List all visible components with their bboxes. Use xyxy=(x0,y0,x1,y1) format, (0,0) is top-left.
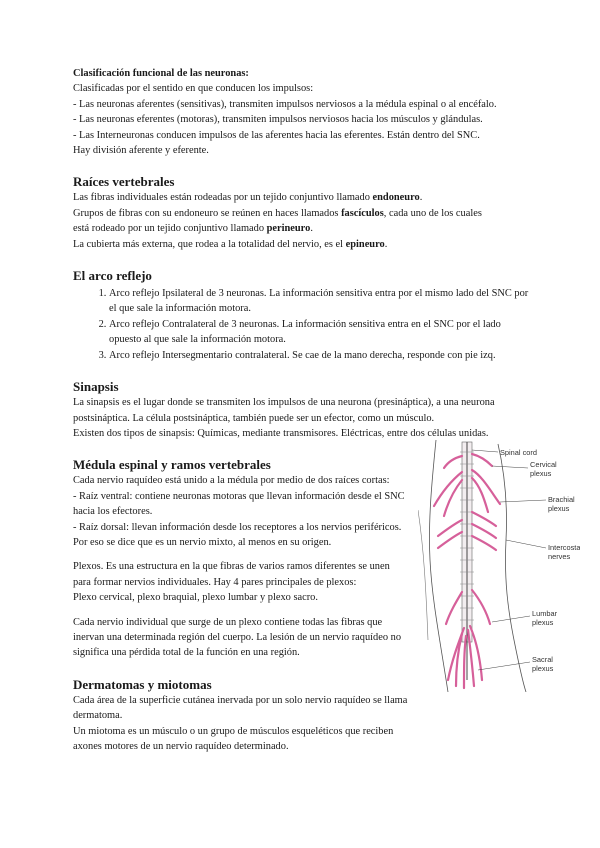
sinapsis-section xyxy=(73,378,533,441)
medula-line: Por eso se dice que es un nervio mixto, al menos en su origen. xyxy=(73,536,332,548)
dermatomas-section xyxy=(73,676,425,755)
intro-line: - Las neuronas aferentes (sensitivas), transmiten impulsos nerviosos a la médula espinal o al encéfalo. xyxy=(73,98,497,110)
spinal-plexus-figure xyxy=(418,440,580,692)
dermatomas-line: Cada área de la superficie cutánea inervada por un solo nervio raquídeo se llama xyxy=(73,694,408,706)
label-brachial-plexus: plexus xyxy=(548,504,570,513)
raices-line: Las fibras individuales están rodeadas por un tejido conjuntivo llamado endoneuro. xyxy=(73,192,423,204)
plexos-line: Plexo cervical, plexo braquial, plexo lumbar y plexo sacro. xyxy=(73,592,318,604)
label-cervical-plexus: plexus xyxy=(530,469,552,478)
plexos-line: para formar nervios individuales. Hay 4 pares principales de plexos: xyxy=(73,576,357,588)
nervio-line: significa una pérdida total de la función en una región. xyxy=(73,647,300,659)
label-cervical: Cervical xyxy=(530,460,557,469)
arco-item: 1. Arco reflejo Ipsilateral de 3 neuronas. La información sensitiva entra por el mismo lado del SNC por el que sale la información motora. xyxy=(109,286,529,317)
arco-item: 3. Arco reflejo Intersegmentario contralateral. Se cae de la mano derecha, responde con pie izq. xyxy=(109,348,529,363)
intro-line: - Las neuronas eferentes (motoras), transmiten impulsos nerviosos hacia los músculos y glándulas. xyxy=(73,114,483,126)
arco-item: 2. Arco reflejo Contralateral de 3 neuronas. La información sensitiva entra en el SNC por el lado opuesto al que sale la información motora. xyxy=(109,317,529,348)
label-lumbar: Lumbar xyxy=(532,609,558,618)
dermatomas-line: axones motores de un nervio raquídeo determinado. xyxy=(73,741,289,752)
raices-line: La cubierta más externa, que rodea a la totalidad del nervio, es el epineuro. xyxy=(73,238,388,250)
plexos-line: Plexos. Es una estructura en la que fibras de varios ramos diferentes se unen xyxy=(73,561,390,573)
medula-section xyxy=(73,456,425,660)
label-intercostal-nerves: nerves xyxy=(548,552,571,561)
term-endoneuro: endoneuro xyxy=(372,192,420,204)
sinapsis-line: postsináptica. La célula postsináptica, también puede ser un efector, como un músculo. xyxy=(73,412,435,424)
nervio-line: Cada nervio individual que surge de un plexo contiene todas las fibras que xyxy=(73,616,383,628)
medula-line: - Raíz ventral: contiene neuronas motoras que llevan información desde el SNC xyxy=(73,490,405,502)
raices-line: Grupos de fibras con su endoneuro se reúnen en haces llamados fascículos, cada uno de los cuales xyxy=(73,207,482,219)
nervio-line: inervan una determinada región del cuerpo. La lesión de un nervio raquídeo no xyxy=(73,631,402,643)
arco-heading: El arco reflejo xyxy=(73,268,152,284)
label-sacral-plexus: plexus xyxy=(532,664,554,673)
medula-line: - Raíz dorsal: llevan información desde los receptores a los nervios periféricos. xyxy=(73,521,402,533)
raices-heading: Raíces vertebrales xyxy=(73,174,175,190)
label-spinal-cord: Spinal cord xyxy=(500,448,537,457)
dermatomas-heading: Dermatomas y miotomas xyxy=(73,676,212,692)
spinal-plexus-illustration xyxy=(418,440,580,692)
sinapsis-line: La sinapsis es el lugar donde se transmiten los impulsos de una neurona (presináptica), a una neurona xyxy=(73,397,495,409)
sinapsis-heading: Sinapsis xyxy=(73,379,119,395)
intro-section xyxy=(73,66,533,158)
dermatomas-line: dermatoma. xyxy=(73,710,123,722)
sinapsis-line: Existen dos tipos de sinapsis: Químicas, mediante transmisores. Eléctricas, entre dos células unidas. xyxy=(73,427,489,439)
dermatomas-line: Un miotoma es un músculo o un grupo de músculos esqueléticos que reciben xyxy=(73,725,394,737)
term-epineuro: epineuro xyxy=(345,238,385,250)
medula-line: hacia los efectores. xyxy=(73,506,153,518)
term-fasciculos: fascículos xyxy=(341,207,384,219)
label-brachial: Brachial xyxy=(548,495,575,504)
label-sacral: Sacral xyxy=(532,655,553,664)
intro-line: Clasificadas por el sentido en que conducen los impulsos: xyxy=(73,83,314,95)
label-intercostal: Intercostal xyxy=(548,543,580,552)
raices-line: está rodeado por un tejido conjuntivo llamado perineuro. xyxy=(73,223,313,235)
label-lumbar-plexus: plexus xyxy=(532,618,554,627)
medula-line: Cada nervio raquídeo está unido a la médula por medio de dos raíces cortas: xyxy=(73,475,390,487)
arco-list xyxy=(73,286,529,363)
intro-line: - Las Interneuronas conducen impulsos de las aferentes hacia las eferentes. Están dentro del SNC. xyxy=(73,129,480,141)
intro-title: Clasificación funcional de las neuronas: xyxy=(73,68,249,79)
medula-heading: Médula espinal y ramos vertebrales xyxy=(73,457,271,473)
raices-section xyxy=(73,173,533,252)
intro-line: Hay división aferente y eferente. xyxy=(73,145,209,157)
term-perineuro: perineuro xyxy=(266,223,311,235)
arco-section xyxy=(73,267,533,363)
